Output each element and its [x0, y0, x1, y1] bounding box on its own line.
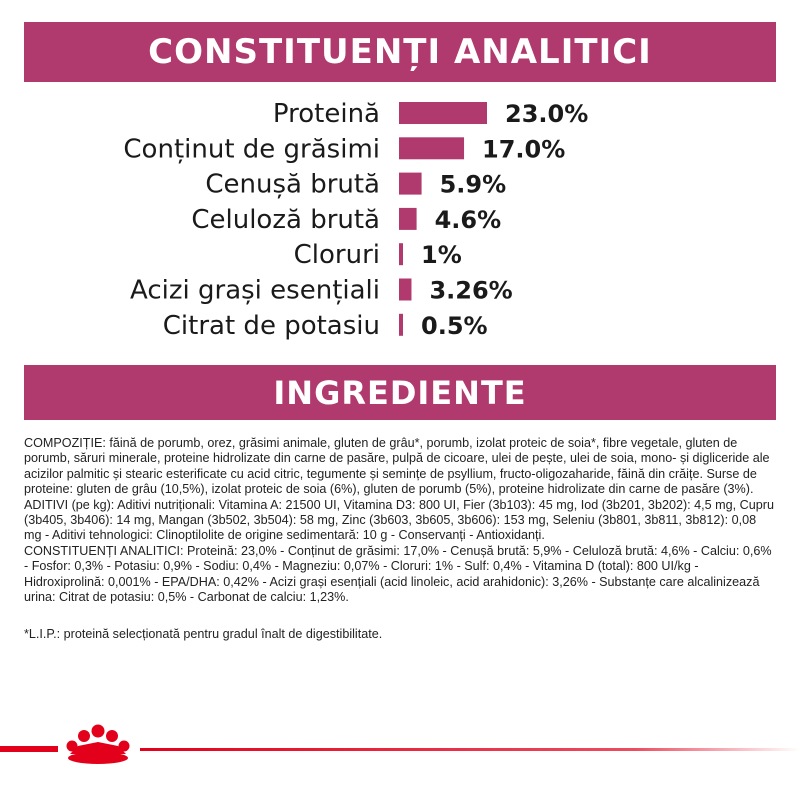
analytic-constituents-title: CONSTITUENȚI ANALITICI [148, 32, 652, 72]
analytic-constituents-paragraph: CONSTITUENȚI ANALITICI: Proteină: 23,0% - Conținut de grăsimi: 17,0% - Cenușă brută: 5,9% - Celuloză brută: 4,6% - Calciu: 0,6% - Fosfor: 0,3% - Potasiu: 0,9% - Sodiu: 0,4% - Magneziu: 0,07% - Cloruri: 1% - Sulf: 0,4% - Vitamina D (total): 800 UI/kg - Hidroxiprolină: 0,001% - EPA/DHA: 0,42% - Acizi grași esențiali (acid linoleic, acid arahidonic): 3,26% - Substanțe care alcalinizează urina: Citrat de potasiu: 0,5% - Carbonat de calciu: 1,23%. [24, 543, 772, 605]
chart-category-label: Acizi grași esențiali [130, 275, 380, 306]
chart-bar [399, 279, 411, 301]
composition-paragraph: COMPOZIȚIE: făină de porumb, orez, grăsimi animale, gluten de grâu*, porumb, izolat proteic de soia*, fibre vegetale, gluten de porumb, săruri minerale, proteine hidrolizate din carne de pasăre, pulpă de cicoare, ulei de pește, ulei de soia, mono- și digliceride ale acizilor palmitic și stearic esterificate cu acid citric, tegumente și semințe de psyllium, fructo-oligozaharide, făină din crăițe. Surse de proteine: gluten de grâu (10,5%), izolat proteic de soia (6%), gluten de porumb (5%), proteine hidrolizate din carne de pasăre (3%). [24, 436, 770, 497]
chart-bar [399, 173, 422, 195]
chart-category-label: Cloruri [293, 240, 380, 271]
analytic-bar-chart [0, 90, 800, 355]
ingredients-banner [24, 365, 776, 420]
chart-bar [399, 243, 403, 265]
chart-value-label: 3.26% [429, 276, 513, 305]
chart-category-label: Citrat de potasiu [162, 310, 380, 341]
chart-category-label: Proteină [272, 99, 380, 129]
chart-value-label: 23.0% [505, 100, 589, 128]
chart-bar [399, 314, 403, 336]
chart-bar [399, 137, 464, 159]
chart-category-label: Conținut de grăsimi [123, 134, 380, 165]
chart-value-label: 0.5% [421, 311, 488, 340]
royal-canin-crown-icon [58, 718, 138, 768]
chart-category-label: Cenușă brută [205, 169, 380, 200]
footnote: *L.I.P.: proteină selecționată pentru gradul înalt de digestibilitate. [24, 627, 383, 642]
ingredients-title: INGREDIENTE [273, 373, 527, 412]
chart-value-label: 4.6% [434, 205, 502, 234]
chart-bar [399, 208, 417, 230]
ingredients-text-block [24, 436, 776, 643]
chart-bar [399, 102, 487, 124]
analytic-constituents-banner [24, 22, 776, 82]
additives-paragraph: ADITIVI (pe kg): Aditivi nutriționali: Vitamina A: 21500 UI, Vitamina D3: 800 UI, Fier (3b103): 45 mg, Iod (3b201, 3b202): 4,5 mg, Cupru (3b405, 3b406): 14 mg, Mangan (3b502, 3b504): 58 mg, Zinc (3b603, 3b605, 3b606): 153 mg, Seleniu (3b801, 3b811, 3b812): 0,08 mg - Aditivi tehnologici: Clinoptilolite de origine sedimentară: 10 g - Conservanți - Antioxidanți. [24, 497, 774, 543]
chart-value-label: 17.0% [482, 135, 566, 164]
chart-value-label: 1% [421, 241, 462, 270]
chart-value-label: 5.9% [439, 170, 507, 199]
chart-category-label: Celuloză brută [191, 204, 380, 235]
